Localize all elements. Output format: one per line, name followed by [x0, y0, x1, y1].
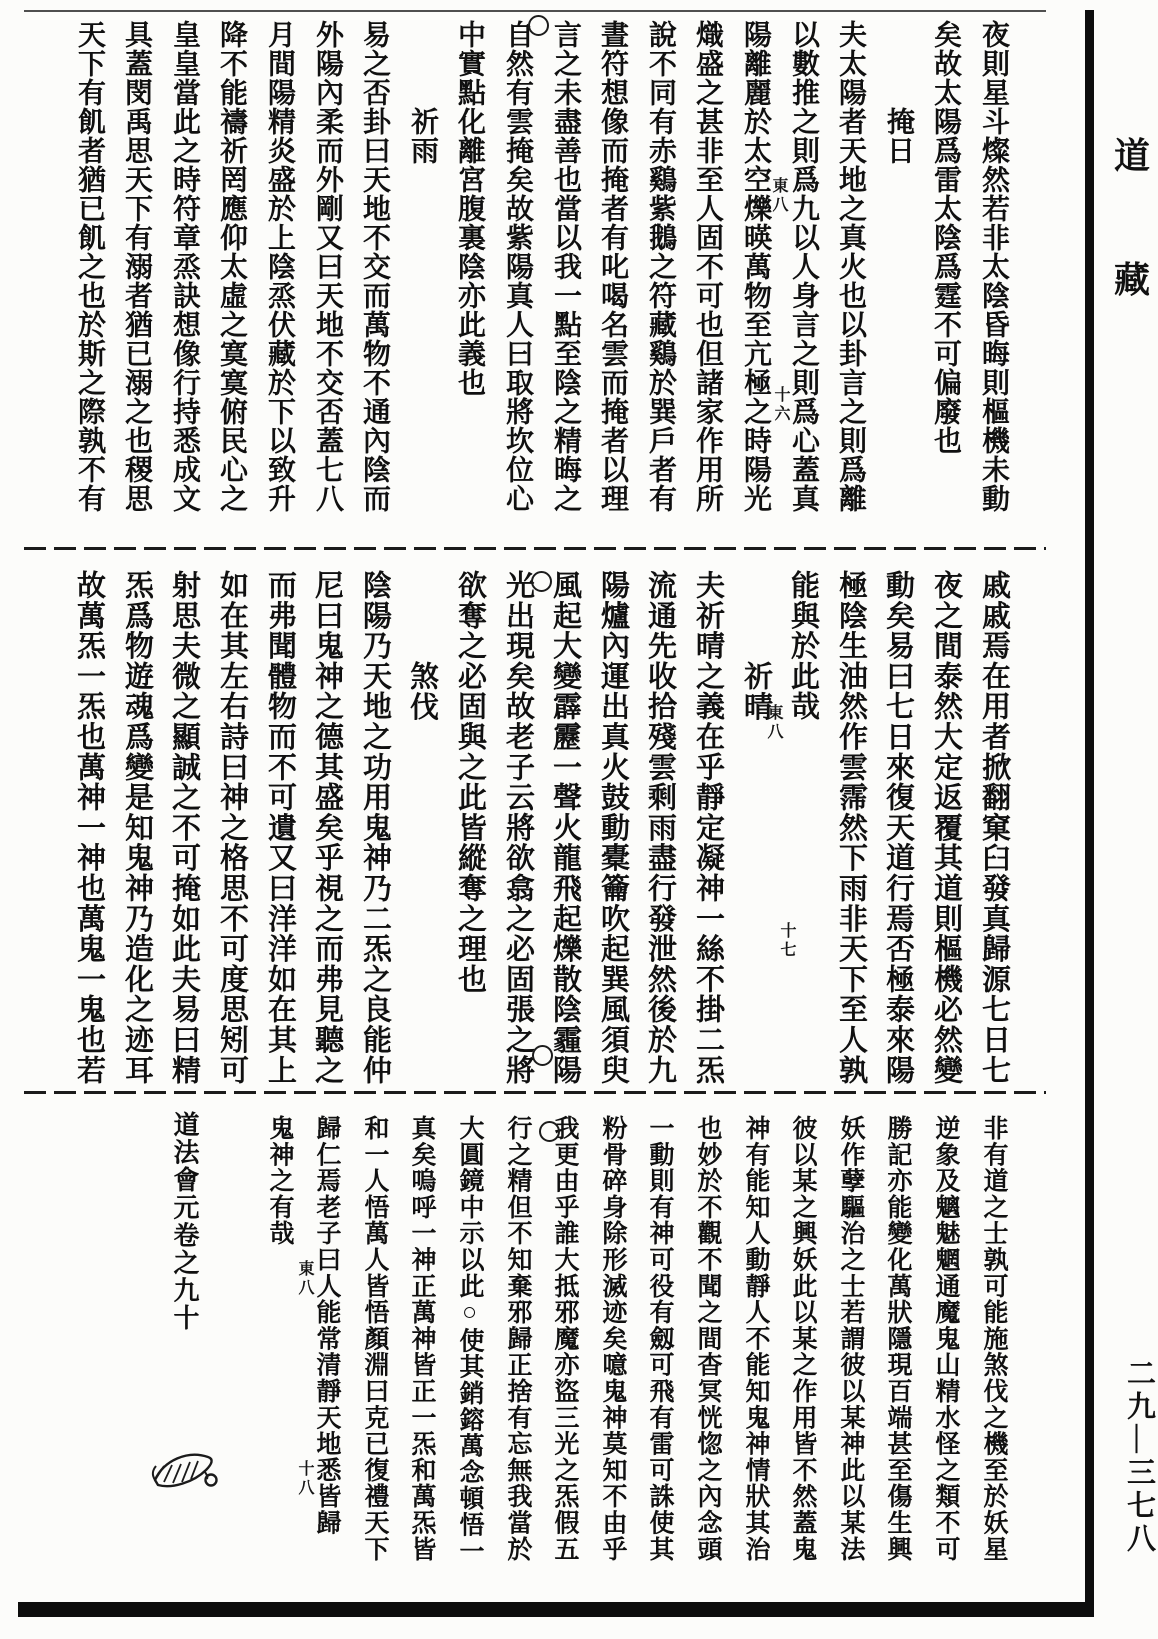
register-divider-2	[24, 1091, 1046, 1094]
section-heading: 祈晴	[740, 661, 772, 722]
text-column: 自然有雲掩矣故紫陽真人曰取將坎位心	[502, 20, 533, 513]
text-column: 月間陽精炎盛於上陰烝伏藏於下以致升	[264, 20, 295, 513]
text-column: 陽離麗於太空爍暎萬物至亢極之時陽光	[740, 20, 771, 513]
text-column: 光出現矣故老子云將欲翕之必固張之將	[502, 570, 534, 1086]
text-column: 易之否卦曰天地不交而萬物不通內陰而	[359, 20, 390, 513]
collection-label-char: 藏	[1114, 260, 1151, 300]
text-column: 外陽內柔而外剛又曰天地不交否蓋七八	[312, 20, 343, 513]
text-column: 說不同有赤鷄紫鵝之符藏鷄於巽戶者有	[645, 20, 676, 513]
text-column: 尼曰鬼神之德其盛矣乎視之而弗見聽之	[311, 570, 343, 1086]
text-column: 射思夫微之顯誠之不可掩如此夫易曰精	[168, 570, 200, 1086]
text-column: 彼以某之興妖此以某之作用皆不然蓋鬼	[789, 1115, 816, 1563]
section-break-circle-icon	[532, 1045, 553, 1066]
text-column: 具蓋閔禹思天下有溺者猶已溺之也稷思	[121, 20, 152, 513]
text-column: 夫太陽者天地之真火也以卦言之則爲離	[835, 20, 866, 513]
text-column: 以數推之則爲九以人身言之則爲心蓋真	[788, 20, 819, 513]
text-column: 晝符想像而掩者有叱喝名雲而掩者以理	[597, 20, 628, 513]
text-column: 夜則星斗燦然若非太陰昏晦則樞機未動	[978, 20, 1009, 513]
collection-label-char: 道	[1114, 136, 1151, 176]
text-column: 戚戚焉在用者掀翻窠臼發真歸源七日七	[978, 570, 1010, 1086]
text-column: 夫祈晴之義在乎靜定凝神一絲不掛二炁	[692, 570, 724, 1086]
text-column: 神有能知人動靜人不能知鬼神情狀其治	[742, 1115, 769, 1563]
folio-case-mark: 東八	[770, 177, 787, 215]
text-column: 天下有飢者猶已飢之也於斯之際孰不有	[74, 20, 105, 513]
section-heading: 煞伐	[406, 661, 438, 722]
section-break-circle-icon	[531, 571, 552, 592]
text-column: 動矣易曰七日來復天道行焉否極泰來陽	[882, 570, 914, 1086]
folio-case-mark: 東八	[765, 704, 782, 742]
text-column: 矣故太陽爲雷太陰爲霆不可偏廢也	[930, 20, 961, 455]
text-column: 中實點化離宮腹裏陰亦此義也	[454, 20, 485, 397]
text-column: 歸仁焉老子曰人能常清靜天地悉皆歸	[313, 1115, 340, 1536]
text-column: 炁爲物遊魂爲變是知鬼神乃造化之迹耳	[121, 570, 153, 1086]
text-column: 真矣嗚呼一神正萬神皆正一炁和萬炁皆	[408, 1115, 435, 1563]
section-break-circle-icon	[539, 1121, 560, 1142]
text-column: 陽爐內運出真火鼓動橐籥吹起巽風須臾	[597, 570, 629, 1086]
register-divider-1	[24, 547, 1046, 550]
section-break-circle-icon	[528, 15, 549, 36]
text-column: 能與於此哉	[787, 570, 819, 722]
text-column: 故萬炁一炁也萬神一神也萬鬼一鬼也若	[73, 570, 105, 1086]
text-column: 極陰生油然作雲霈然下雨非天下至人孰	[835, 570, 867, 1086]
text-column: 陰陽乃天地之功用鬼神乃二炁之良能仲	[359, 570, 391, 1086]
volume-closing-title: 道法會元卷之九十	[170, 1111, 199, 1332]
text-column: 粉骨碎身除形滅迹矣噫鬼神莫知不由乎	[599, 1115, 626, 1563]
section-heading: 掩日	[883, 107, 914, 165]
text-column: 夜之間泰然大定返覆其道則樞機必然變	[930, 570, 962, 1086]
text-column: 欲奪之必固與之此皆縱奪之理也	[454, 570, 486, 995]
section-heading: 祈雨	[407, 107, 438, 165]
text-column: 皇皇當此之時符章烝訣想像行持悉成文	[169, 20, 200, 513]
text-column: 流通先收拾殘雲剩雨盡行發泄然後於九	[644, 570, 676, 1086]
text-column: 我更由乎誰大抵邪魔亦盜三光之炁假五	[551, 1115, 578, 1563]
text-column: 逆象及魑魅魍通魔鬼山精水怪之類不可	[932, 1115, 959, 1563]
top-border-line	[24, 10, 1046, 12]
page-number: 二九—三七八	[1123, 1358, 1155, 1556]
text-column: 行之精但不知棄邪歸正捨有忘無我當於	[504, 1115, 531, 1563]
text-column: 風起大變霹靂一聲火龍飛起爍散陰霾陽	[549, 570, 581, 1086]
folio-case-mark: 東八	[296, 1260, 313, 1298]
folio-leaf-number: 十六	[772, 386, 789, 424]
text-column: 降不能禱祈罔應仰太虛之寞寞俯民心之	[216, 20, 247, 513]
text-column: 妖作孽驅治之士若謂彼以某神此以某法	[837, 1115, 864, 1563]
text-column: 而弗聞體物而不可遺又曰洋洋如在其上	[264, 570, 296, 1086]
right-frame-border	[1085, 10, 1094, 1612]
text-column: 鬼神之有哉	[266, 1115, 293, 1247]
bottom-frame-border	[18, 1602, 1094, 1617]
leaf-ornament-icon	[148, 1444, 226, 1504]
text-column: 和一人悟萬人皆悟顏淵曰克已復禮天下	[361, 1115, 388, 1563]
folio-leaf-number: 十八	[296, 1460, 313, 1498]
text-column: 勝記亦能變化萬狀隱現百端甚至傷生興	[884, 1115, 911, 1563]
text-column: 大圓鏡中示以此○使其銷鎔萬念頓悟一	[456, 1115, 483, 1565]
text-column: 熾盛之甚非至人固不可也但諸家作用所	[692, 20, 723, 513]
text-column: 一動則有神可役有劔可飛有雷可誅使其	[646, 1115, 673, 1563]
text-column: 言之未盡善也當以我一點至陰之精晦之	[550, 20, 581, 513]
folio-leaf-number: 十七	[778, 922, 795, 960]
text-column: 非有道之士孰可能施煞伐之機至於妖星	[980, 1115, 1007, 1563]
text-column: 也妙於不觀不聞之間杳冥恍惚之內念頭	[694, 1115, 721, 1563]
text-column: 如在其左右詩曰神之格思不可度思矧可	[216, 570, 248, 1086]
